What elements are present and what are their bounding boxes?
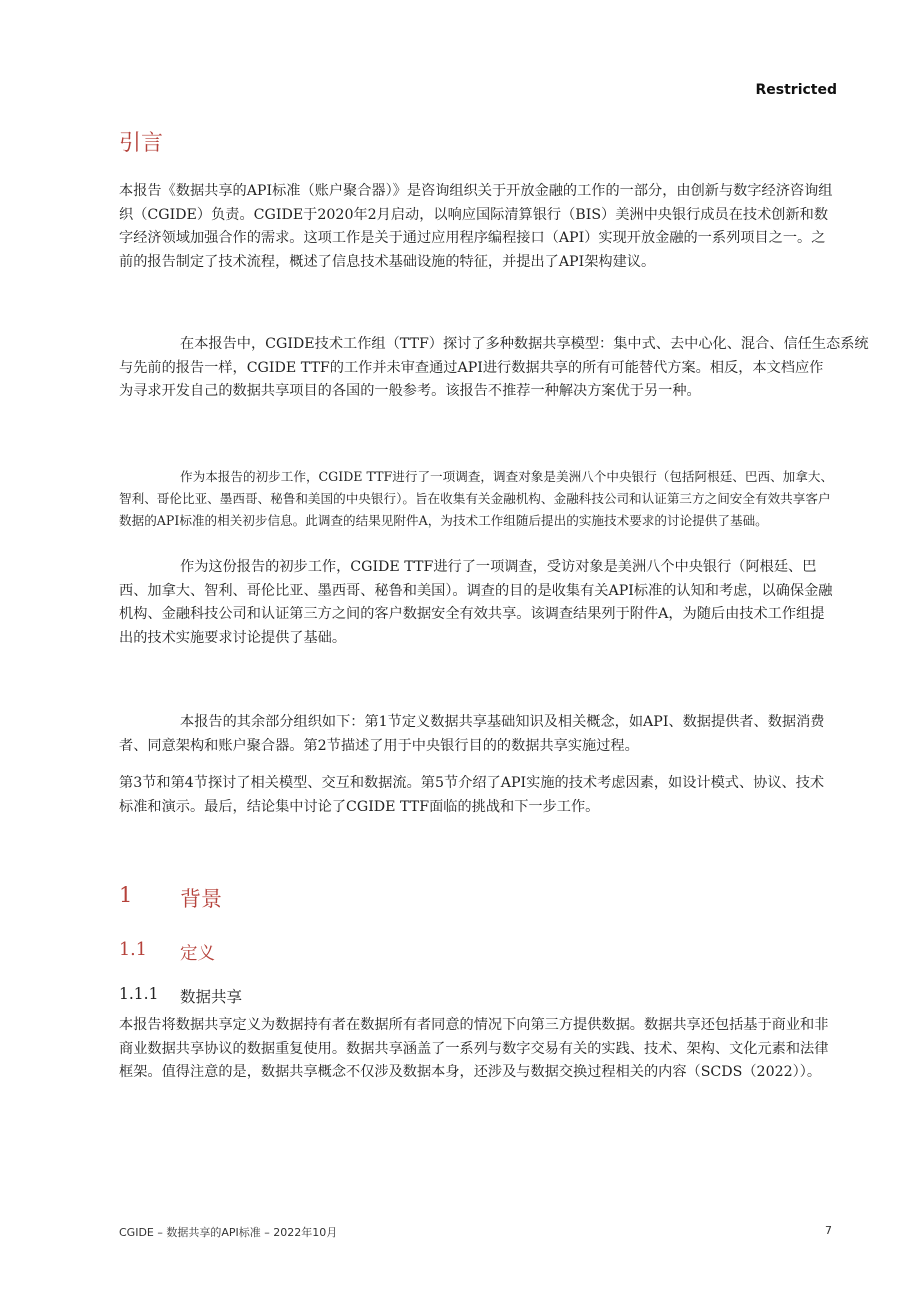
section-1-1-1-heading (119, 985, 819, 1009)
section-1-1-heading (119, 940, 819, 966)
intro-paragraph-2 (119, 333, 920, 404)
section-1-heading (119, 883, 819, 913)
intro-paragraph-6: 第3节和第4节探讨了相关模型、交互和数据流。第5节介绍了API实施的技术考虑因素，如设计模式、协议、技术标准和演示。最后，结论集中讨论了CGIDE TTF面临的挑战和下一步工作。 (119, 775, 825, 815)
intro-paragraph-4 (119, 556, 834, 650)
classification-label: Restricted (755, 82, 837, 98)
section-1-1-1-paragraph: 本报告将数据共享定义为数据持有者在数据所有者同意的情况下向第三方提供数据。数据共享还包括基于商业和非商业数据共享协议的数据重复使用。数据共享涵盖了一系列与数字交易有关的实践、技术、架构、文化元素和法律框架。值得注意的是，数据共享概念不仅涉及数据本身，还涉及与数据交换过程相关的内容（SCDS（2022））。 (119, 1017, 829, 1081)
intro-paragraph-5 (119, 711, 834, 758)
intro-paragraph-3 (119, 466, 834, 531)
section-1-1-1-number: 1.1.1 (119, 985, 159, 1003)
section-1-number: 1 (119, 883, 133, 907)
intro-title: 引言 (119, 131, 164, 156)
intro-paragraph-2-rest: 与先前的报告一样，CGIDE TTF的工作并未审查通过API进行数据共享的所有可能替代方案。相反，本文档应作为寻求开发自己的数据共享项目的各国的一般参考。该报告不推荐一种解决方案优于另一种。 (119, 359, 824, 400)
section-1-1-1-title: 数据共享 (180, 988, 243, 1006)
intro-paragraph-3-text: 作为本报告的初步工作，CGIDE TTF进行了一项调查，调查对象是美洲八个中央银行（包括阿根廷、巴西、加拿大、智利、哥伦比亚、墨西哥、秘鲁和美国的中央银行）。旨在收集有关金融机构、金融科技公司和认证第三方之间安全有效共享客户数据的API标准的相关初步信息。此调查的结果见附件A，为技术工作组随后提出的实施技术要求的讨论提供了基础。 (119, 469, 834, 528)
page-number: 7 (825, 1224, 832, 1237)
intro-paragraph-5-text: 本报告的其余部分组织如下：第1节定义数据共享基础知识及相关概念，如API、数据提供者、数据消费者、同意架构和账户聚合器。第2节描述了用于中央银行目的的数据共享实施过程。 (119, 714, 825, 754)
intro-paragraph-2-line-1: 在本报告中，CGIDE技术工作组（TTF）探讨了多种数据共享模型：集中式、去中心化、混合、信任生态系统 (180, 336, 869, 352)
section-1-title: 背景 (180, 887, 222, 911)
footer-text: CGIDE – 数据共享的API标准 – 2022年10月 (119, 1226, 338, 1239)
section-1-1-number: 1.1 (119, 940, 147, 960)
section-1-1-title: 定义 (180, 944, 215, 964)
intro-paragraph-4-text: 作为这份报告的初步工作，CGIDE TTF进行了一项调查，受访对象是美洲八个中央银行（阿根廷、巴西、加拿大、智利、哥伦比亚、墨西哥、秘鲁和美国）。调查的目的是收集有关API标准的认知和考虑，以确保金融机构、金融科技公司和认证第三方之间的客户数据安全有效共享。该调查结果列于附件A，为随后由技术工作组提出的技术实施要求讨论提供了基础。 (119, 559, 833, 646)
intro-paragraph-1: 本报告《数据共享的API标准（账户聚合器）》是咨询组织关于开放金融的工作的一部分，由创新与数字经济咨询组织（CGIDE）负责。CGIDE于2020年2月启动，以响应国际清算银行（BIS）美洲中央银行成员在技术创新和数字经济领域加强合作的需求。这项工作是关于通过应用程序编程接口（API）实现开放金融的一系列项目之一。之前的报告制定了技术流程，概述了信息技术基础设施的特征，并提出了API架构建议。 (119, 183, 833, 270)
